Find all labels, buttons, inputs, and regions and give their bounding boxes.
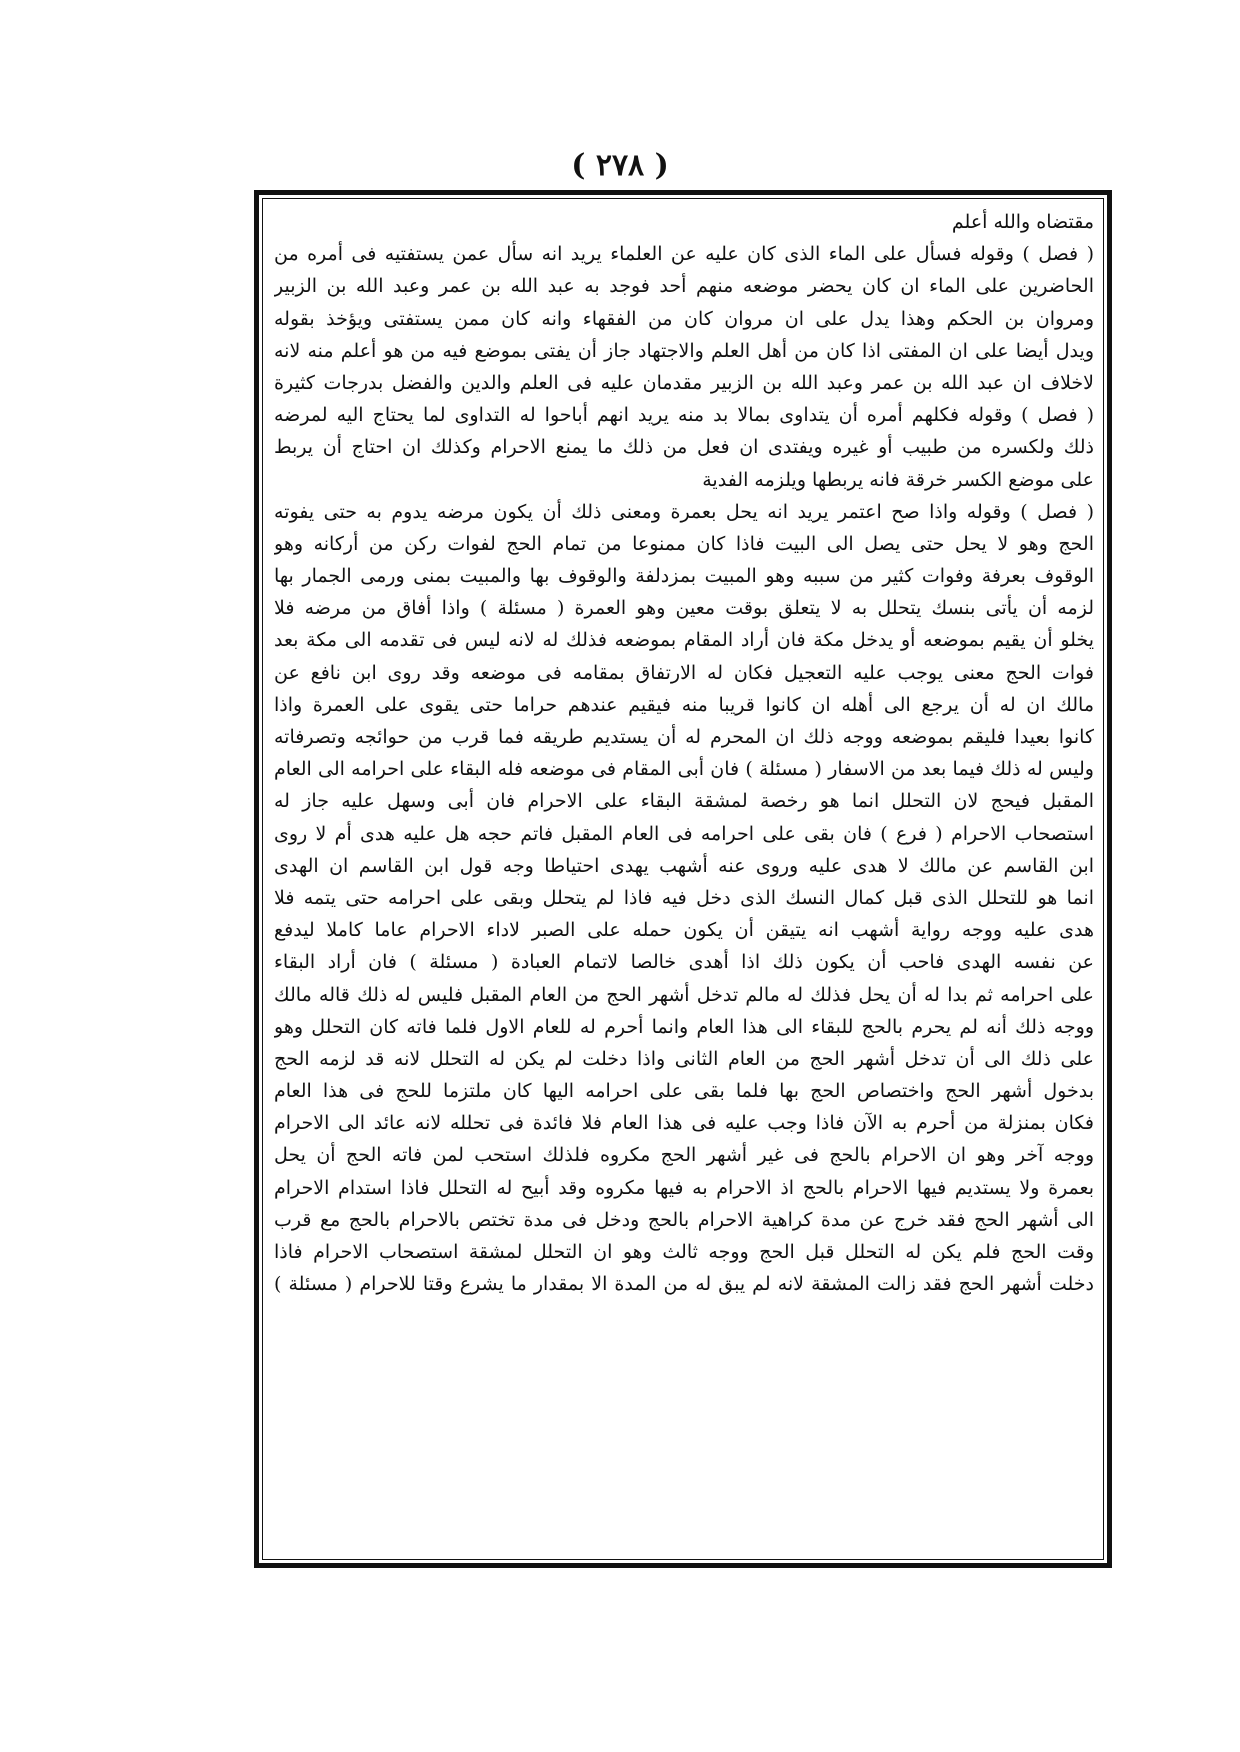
text-line: على احرامه ثم بدا له أن يحل فذلك له مالم تدخل أشهر الحج من العام المقبل فليس له ذلك قاله مالك — [274, 983, 1094, 1006]
text-line: ويدل أيضا على ان المفتى اذا كان من أهل العلم والاجتهاد جاز أن يفتى بموضع فيه من هو أعلم منه لانه — [274, 339, 1094, 362]
text-line: ووجه آخر وهو ان الاحرام بالحج فى غير أشهر الحج مكروه فلذلك استحب لمن فاته الحج أن يحل — [274, 1144, 1094, 1167]
text-line: المقبل فيحج لان التحلل انما هو رخصة لمشقة البقاء على الاحرام فان أبى وسهل عليه جاز له — [274, 790, 1094, 813]
text-line: وقت الحج فلم يكن له التحلل قبل الحج ووجه ثالث وهو ان التحلل لمشقة استصحاب الاحرام فاذا — [274, 1241, 1094, 1263]
text-line: الى أشهر الحج فقد خرج عن مدة كراهية الاحرام بالحج ودخل فى مدة تختص بالاحرام بالحج مع قرب — [274, 1208, 1094, 1231]
text-line: وليس له ذلك فيما بعد من الاسفار ( مسئلة ) فان أبى المقام فى موضعه فله البقاء على احرامه الى العام — [274, 758, 1094, 781]
text-line: ( فصل ) وقوله واذا صح اعتمر يريد انه يحل بعمرة ومعنى ذلك أن يكون مرضه يدوم به حتى يفوته — [274, 500, 1094, 523]
text-line: مالك ان له أن يرجع الى أهله ان كانوا قريبا منه فيقيم عندهم حراما حتى يقوى على العمرة واذا — [274, 693, 1094, 716]
text-line: فكان بمنزلة من أحرم به الآن فاذا وجب عليه فى هذا العام فلا فائدة فى تحلله لانه عائد الى الاحرام — [274, 1112, 1094, 1135]
text-line: على موضع الكسر خرقة فانه يربطها ويلزمه الفدية — [702, 468, 1094, 491]
text-line: على ذلك الى أن تدخل أشهر الحج من العام الثانى واذا دخلت لم يكن له التحلل لانه قد لزمه الحج — [274, 1047, 1094, 1070]
text-line: ذلك ولكسره من طبيب أو غيره ويفتدى ان فعل من ذلك ما يمنع الاحرام وكذلك ان احتاج أن يربط — [274, 436, 1094, 459]
text-line: ابن القاسم عن مالك لا هدى عليه وروى عنه أشهب يهدى احتياطا وجه قول ابن القاسم ان الهدى — [274, 854, 1094, 877]
text-line: ووجه ذلك أنه لم يحرم بالحج للبقاء الى هذا العام وانما أحرم له للعام الاول فلما فاته كان التحلل وهو — [274, 1015, 1094, 1038]
text-line: فوات الحج معنى يوجب عليه التعجيل فكان له الارتفاق بمقامه فى موضعه وقد روى ابن نافع عن — [274, 661, 1094, 684]
text-line: الحاضرين على الماء ان كان يحضر موضعه منهم أحد فوجد به عبد الله بن عمر وعبد الله بن الزبير — [274, 275, 1094, 298]
page-number: ( ٢٧٨ ) — [571, 148, 669, 183]
text-line: كانوا بعيدا فليقم بموضعه ووجه ذلك ان المحرم له أن يستديم طريقه فما قرب من حوائجه وتصرفاته — [274, 726, 1094, 748]
text-line: استصحاب الاحرام ( فرع ) فان بقى على احرامه فى العام المقبل فاتم حجه هل عليه هدى أم لا روى — [274, 822, 1094, 845]
text-line: انما هو للتحلل الذى قبل كمال النسك الذى دخل فيه فاذا لم يتحلل وبقى على احرامه حتى يتمه فلا — [274, 886, 1094, 909]
text-line: لزمه أن يأتى بنسك يتحلل به لا يتعلق بوقت معين وهو العمرة ( مسئلة ) واذا أفاق من مرضه فلا — [274, 597, 1094, 620]
text-line: ( فصل ) وقوله فكلهم أمره أن يتداوى بمالا بد منه يريد انهم أباحوا له التداوى لما يحتاج اليه لمرضه — [274, 404, 1094, 427]
text-line: مقتضاه والله أعلم — [951, 211, 1094, 233]
text-line: الحج وهو لا يحل حتى يصل الى البيت فاذا كان ممنوعا من تمام الحج لفوات ركن من أركانه وهو — [274, 532, 1094, 555]
text-block — [274, 206, 1094, 1300]
text-line: عن نفسه الهدى فاحب أن يكون ذلك اذا أهدى خالصا لاتمام العبادة ( مسئلة ) فان أراد البقاء — [274, 951, 1094, 974]
text-line: بعمرة ولا يستديم فيها الاحرام بالحج اذ الاحرام به فيها مكروه وقد أبيح له التحلل فاذا استدام الاحرام — [274, 1176, 1094, 1199]
text-line: ( فصل ) وقوله فسأل على الماء الذى كان عليه عن العلماء يريد انه سأل عمن يستفتيه فى أمره من — [274, 243, 1094, 266]
text-line: الوقوف بعرفة وفوات كثير من سببه وهو المبيت بمزدلفة والوقوف بها والمبيت بمنى ورمى الجمار بها — [274, 565, 1094, 588]
text-line: دخلت أشهر الحج فقد زالت المشقة لانه لم يبق له من المدة الا بمقدار ما يشرع وقتا للاحرام ( مسئلة ) — [274, 1273, 1094, 1296]
text-line: بدخول أشهر الحج واختصاص الحج بها فلما بقى على احرامه اليها كان ملتزما للحج فى هذا العام — [274, 1080, 1094, 1103]
text-line: يخلو أن يقيم بموضعه أو يدخل مكة فان أراد المقام بموضعه فذلك له لانه ليس فى تقدمه الى مكة بعد — [274, 629, 1094, 652]
text-line: ومروان بن الحكم وهذا يدل على ان مروان كان من الفقهاء وانه كان ممن يستفتى ويؤخذ بقوله — [274, 307, 1094, 330]
text-line: لاخلاف ان عبد الله بن عمر وعبد الله بن الزبير مقدمان عليه فى العلم والدين والفضل بدرجات كثيرة — [274, 371, 1094, 394]
text-line: هدى عليه ووجه رواية أشهب انه يتيقن أن يكون حمله على الصبر لاداء الاحرام عاما كاملا ليدفع — [274, 919, 1094, 942]
